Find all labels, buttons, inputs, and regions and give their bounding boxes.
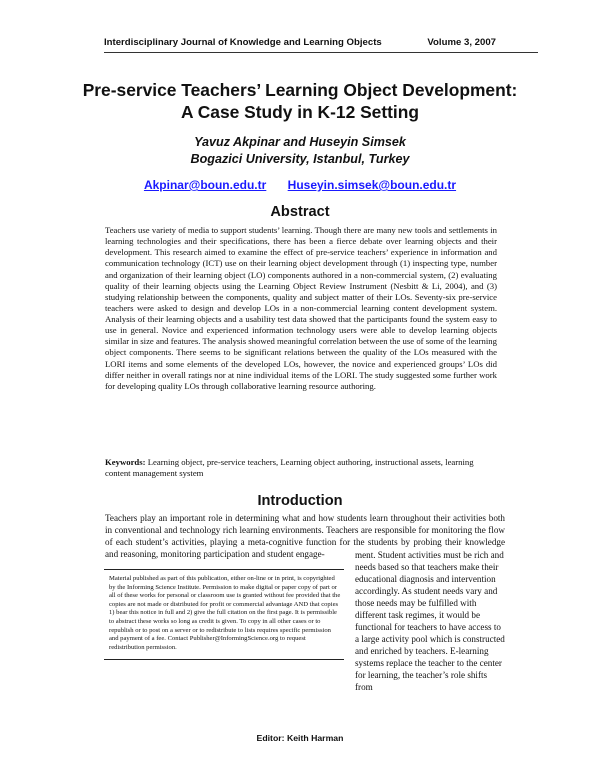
paper-title: Pre-service Teachers’ Learning Object Development: A Case Study in K-12 Setting xyxy=(82,80,518,122)
abstract-text: Teachers use variety of media to support students’ learning. Though there are many new tools and settlements in learning technologies and their specifications, there has been a fierce debate over learning objects and their development. This research aimed to examine the effect of pre-service teachers’ experience in information and communication technology (ICT) use on their learning object development through (1) inspecting type, number and organization of their learning object (LO) components authored in a non-commercial system, (2) evaluating quality of their learning objects using the Learning Object Review Instrument (Nesbitt & Li, 2004), and (3) studying relationship between the components, quality and subject matter of their LOs. Seventy-six pre-service teachers were asked to design and develop LOs in a non-commercial learning content development system. Analysis of their learning objects and a usability test data showed that the participants found the system easy to use in general. Novice and experienced information technology users were able to develop learning objects similar in size and features. The analysis showed meaningful correlation between the use of some of the learning object components. There seems to be significant relations between the quality of the LOs measured with the LORI items and some elements of the developed LOs, however, the novice and experienced groups’ LOs did differ neither in overall ratings nor at nine individual items of the LORI. The study suggested some further work for developing quality LOs through collaborative learning resource authoring. xyxy=(105,225,497,391)
editor-footer: Editor: Keith Harman xyxy=(256,733,344,743)
email-link-simsek[interactable]: Huseyin.simsek@boun.edu.tr xyxy=(287,178,457,192)
introduction-heading: Introduction xyxy=(257,493,343,509)
keywords xyxy=(105,457,497,479)
author-block xyxy=(100,134,500,168)
header-rule xyxy=(104,52,538,53)
keywords-label: Keywords: xyxy=(105,457,146,467)
keywords-text: Learning object, pre-service teachers, Learning object authoring, instructional assets, learning content management system xyxy=(105,457,474,479)
author-names: Yavuz Akpinar and Huseyin Simsek xyxy=(194,135,406,149)
introduction-paragraph: Teachers play an important role in determining what and how students learn throughout their activities both in conventional and technology rich learning environments. Teachers are responsible for monitoring the flow of each student’s activities, playing a meta-cognitive function for the students by probing their knowledge and reasoning, monitoring participation and student engage- xyxy=(105,513,505,559)
abstract-heading: Abstract xyxy=(270,204,330,220)
copyright-notice: Material published as part of this publication, either on-line or in print, is copyrighted by the Informing Science Institute. Permission to make digital or paper copy of part or all of these works for personal or classroom use is granted without fee provided that the copies are not made or distributed for profit or commercial advantage AND that copies 1) bear this notice in full and 2) give the full citation on the first page. It is permissible to abstract these works so long as credit is given. To copy in all other cases or to republish or to post on a server or to redistribute to lists requires specific permission and payment of a fee. Contact Publisher@InformingScience.org to request redistribution permission. xyxy=(104,569,344,660)
author-emails xyxy=(100,178,500,192)
volume-label: Volume 3, 2007 xyxy=(427,37,496,48)
journal-name: Interdisciplinary Journal of Knowledge and Learning Objects xyxy=(104,37,382,48)
email-link-akpinar[interactable]: Akpinar@boun.edu.tr xyxy=(143,178,267,192)
introduction-continued: ment. Student activities must be rich and needs based so that teachers make their educational diagnosis and intervention accordingly. As student needs vary and those needs may be fulfilled with different task regimes, it would be functional for teachers to have access to a large activity pool which is constructed and enriched by teachers. E-learning systems replace the teacher to the center for learning, the teacher’s role shifts from xyxy=(355,550,505,692)
author-affiliation: Bogazici University, Istanbul, Turkey xyxy=(190,152,410,166)
